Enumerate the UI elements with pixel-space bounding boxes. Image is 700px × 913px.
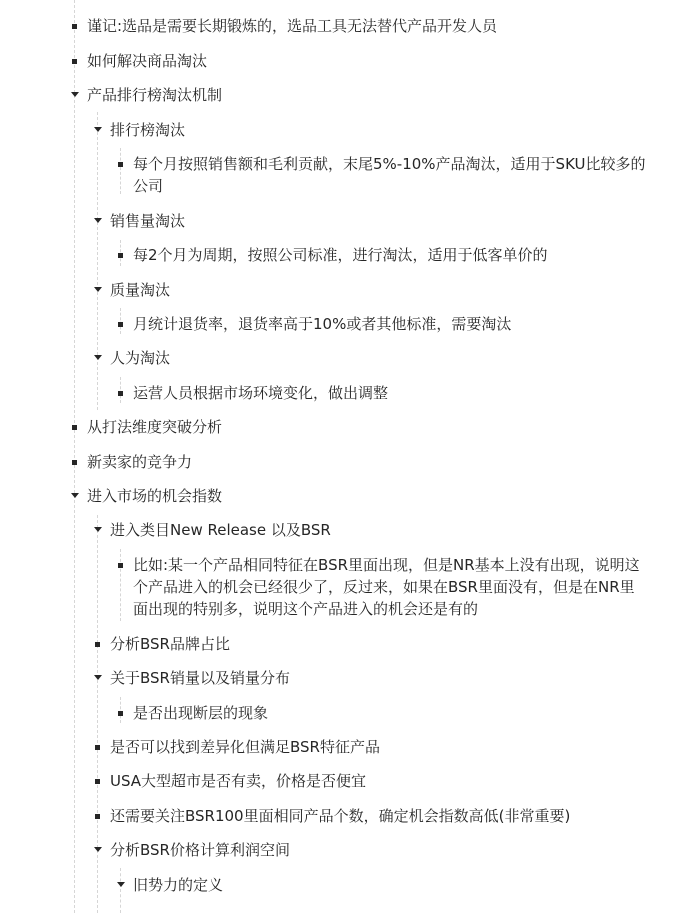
bullet-icon[interactable]: [118, 711, 123, 716]
item-text: 每2个月为周期，按照公司标准，进行淘汰，适用于低客单价的: [133, 246, 548, 264]
indent-guide: [120, 308, 121, 334]
indent-guide: [120, 377, 121, 403]
item-text: 质量淘汰: [110, 281, 171, 299]
item-text: 还需要关注BSR100里面相同产品个数，确定机会指数高低(非常重要): [110, 807, 571, 825]
item-text: 进入市场的机会指数: [87, 487, 223, 505]
item-text: 旧势力的定义: [133, 876, 224, 894]
expand-arrow-icon[interactable]: [94, 527, 102, 532]
item-text: 分析BSR品牌占比: [110, 635, 230, 653]
item-text: 从打法维度突破分析: [87, 418, 223, 436]
item-text: 进入类目New Release 以及BSR: [110, 521, 331, 539]
bullet-icon[interactable]: [118, 391, 123, 396]
expand-arrow-icon[interactable]: [117, 882, 125, 887]
bullet-icon[interactable]: [118, 322, 123, 327]
expand-arrow-icon[interactable]: [94, 675, 102, 680]
indent-guide: [120, 148, 121, 194]
item-text: 每个月按照销售额和毛利贡献，末尾5%-10%产品淘汰，适用于SKU比较多的: [133, 155, 646, 173]
bullet-icon[interactable]: [72, 59, 77, 64]
item-text: 谨记:选品是需要长期锻炼的，选品工具无法替代产品开发人员: [87, 17, 498, 35]
bullet-icon[interactable]: [118, 563, 123, 568]
item-text: 产品排行榜淘汰机制: [87, 86, 223, 104]
bullet-icon[interactable]: [118, 162, 123, 167]
indent-guide: [120, 549, 121, 621]
indent-guide: [120, 697, 121, 723]
bullet-icon[interactable]: [95, 814, 100, 819]
expand-arrow-icon[interactable]: [71, 493, 79, 498]
item-text: 公司: [133, 177, 164, 195]
indent-guide: [74, 0, 75, 913]
indent-guide: [97, 515, 98, 913]
item-text: USA大型超市是否有卖，价格是否便宜: [110, 772, 367, 790]
item-text: 是否出现断层的现象: [133, 704, 269, 722]
item-text: 是否可以找到差异化但满足BSR特征产品: [110, 738, 380, 756]
item-text: 如何解决商品淘汰: [87, 52, 208, 70]
expand-arrow-icon[interactable]: [94, 355, 102, 360]
indent-guide: [120, 868, 121, 913]
bullet-icon[interactable]: [95, 745, 100, 750]
bullet-icon[interactable]: [95, 642, 100, 647]
item-text: 排行榜淘汰: [110, 121, 186, 139]
item-text: 销售量淘汰: [110, 212, 186, 230]
item-text: 关于BSR销量以及销量分布: [110, 669, 290, 687]
item-text: 比如:某一个产品相同特征在BSR里面出现，但是NR基本上没有出现，说明这: [133, 556, 640, 574]
expand-arrow-icon[interactable]: [94, 847, 102, 852]
item-text: 月统计退货率，退货率高于10%或者其他标准，需要淘汰: [133, 315, 512, 333]
item-text: 面出现的特别多，说明这个产品进入的机会还是有的: [133, 600, 479, 618]
bullet-icon[interactable]: [118, 253, 123, 258]
expand-arrow-icon[interactable]: [94, 127, 102, 132]
expand-arrow-icon[interactable]: [94, 218, 102, 223]
item-text: 人为淘汰: [110, 349, 171, 367]
bullet-icon[interactable]: [72, 425, 77, 430]
bullet-icon[interactable]: [72, 460, 77, 465]
bullet-icon[interactable]: [95, 779, 100, 784]
expand-arrow-icon[interactable]: [94, 287, 102, 292]
indent-guide: [97, 112, 98, 410]
bullet-icon[interactable]: [72, 24, 77, 29]
item-text: 个产品进入的机会已经很少了，反过来，如果在BSR里面没有，但是在NR里: [133, 578, 635, 596]
item-text: 分析BSR价格计算利润空间: [110, 841, 290, 859]
expand-arrow-icon[interactable]: [71, 92, 79, 97]
item-text: 新卖家的竞争力: [87, 453, 193, 471]
item-text: 运营人员根据市场环境变化，做出调整: [133, 384, 389, 402]
